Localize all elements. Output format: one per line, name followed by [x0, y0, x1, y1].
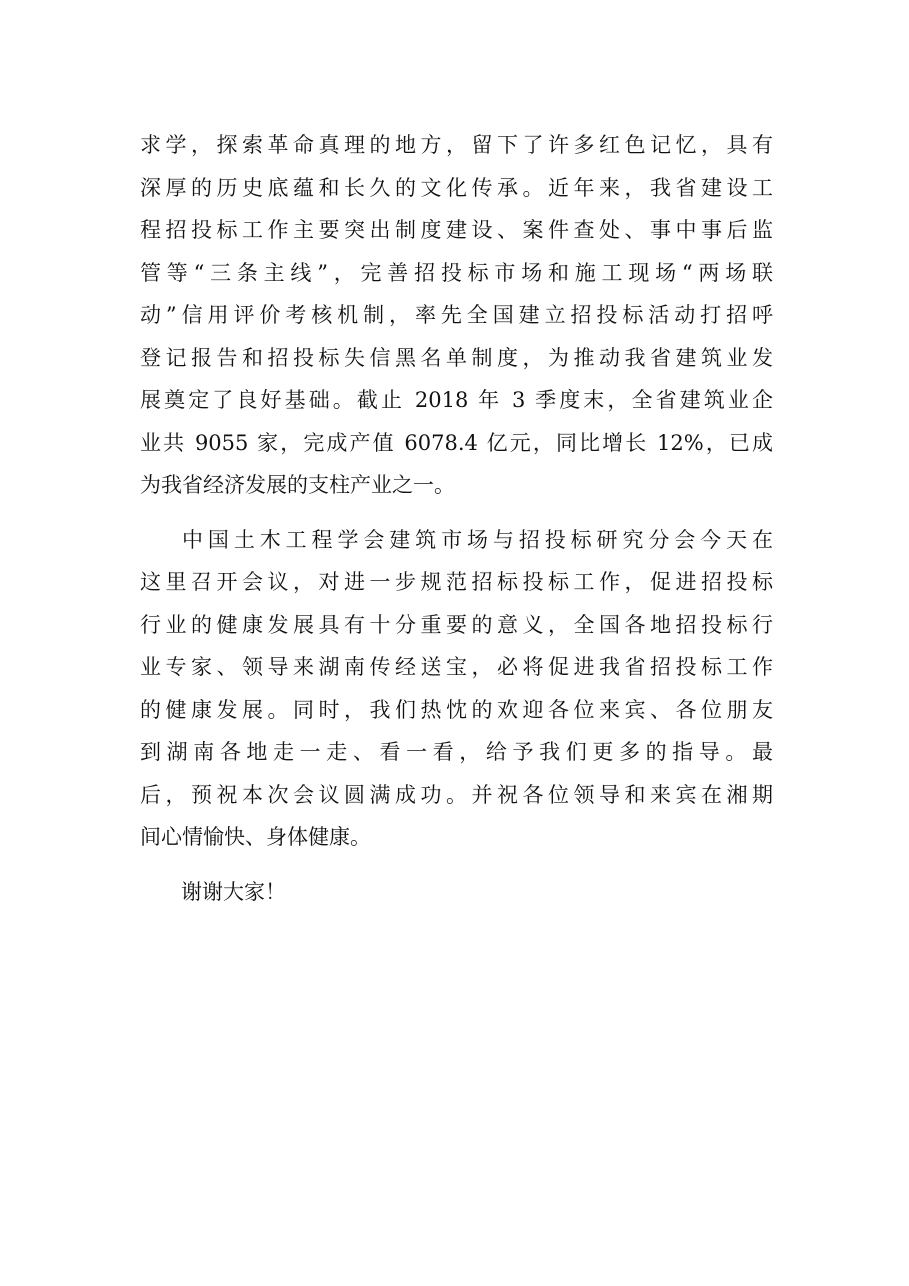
paragraph-line: 深厚的历史底蕴和长久的文化传承。近年来，我省建设工 — [140, 175, 773, 200]
paragraph-line: 中国土木工程学会建筑市场与招投标研究分会今天在 — [182, 527, 773, 552]
paragraph-line: 展奠定了良好基础。截止 2018 年 3 季度末，全省建筑业企 — [140, 388, 773, 412]
paragraph-line: 业共 9055 家，完成产值 6078.4 亿元，同比增长 12%，已成 — [140, 430, 773, 455]
paragraph-2 — [140, 519, 773, 859]
paragraph-line: 间心情愉快、身体健康。 — [140, 825, 371, 849]
paragraph-line: 行业的健康发展具有十分重要的意义，全国各地招投标行 — [140, 612, 773, 637]
paragraph-line: 程招投标工作主要突出制度建设、案件查处、事中事后监 — [140, 218, 773, 242]
paragraph-spacer — [140, 507, 773, 519]
paragraph-1 — [140, 124, 773, 507]
paragraph-line: 管等“三条主线”，完善招投标市场和施工现场“两场联 — [140, 260, 773, 285]
closing-text: 谢谢大家！ — [181, 879, 286, 904]
paragraph-line: 动”信用评价考核机制，率先全国建立招投标活动打招呼 — [140, 303, 773, 327]
document-body — [140, 124, 773, 913]
paragraph-line: 业专家、领导来湖南传经送宝，必将促进我省招投标工作 — [140, 655, 773, 679]
paragraph-line: 为我省经济发展的支柱产业之一。 — [140, 473, 455, 497]
paragraph-line: 后，预祝本次会议圆满成功。并祝各位领导和来宾在湘期 — [140, 782, 773, 807]
paragraph-line: 求学，探索革命真理的地方，留下了许多红色记忆，具有 — [140, 133, 773, 157]
paragraph-spacer — [140, 859, 773, 871]
paragraph-line: 登记报告和招投标失信黑名单制度，为推动我省建筑业发 — [140, 345, 773, 370]
paragraph-line: 的健康发展。同时，我们热忱的欢迎各位来宾、各位朋友 — [140, 697, 773, 722]
paragraph-line: 到湖南各地走一走、看一看，给予我们更多的指导。最 — [140, 740, 773, 764]
paragraph-line: 这里召开会议，对进一步规范招标投标工作，促进招投标 — [140, 570, 773, 594]
